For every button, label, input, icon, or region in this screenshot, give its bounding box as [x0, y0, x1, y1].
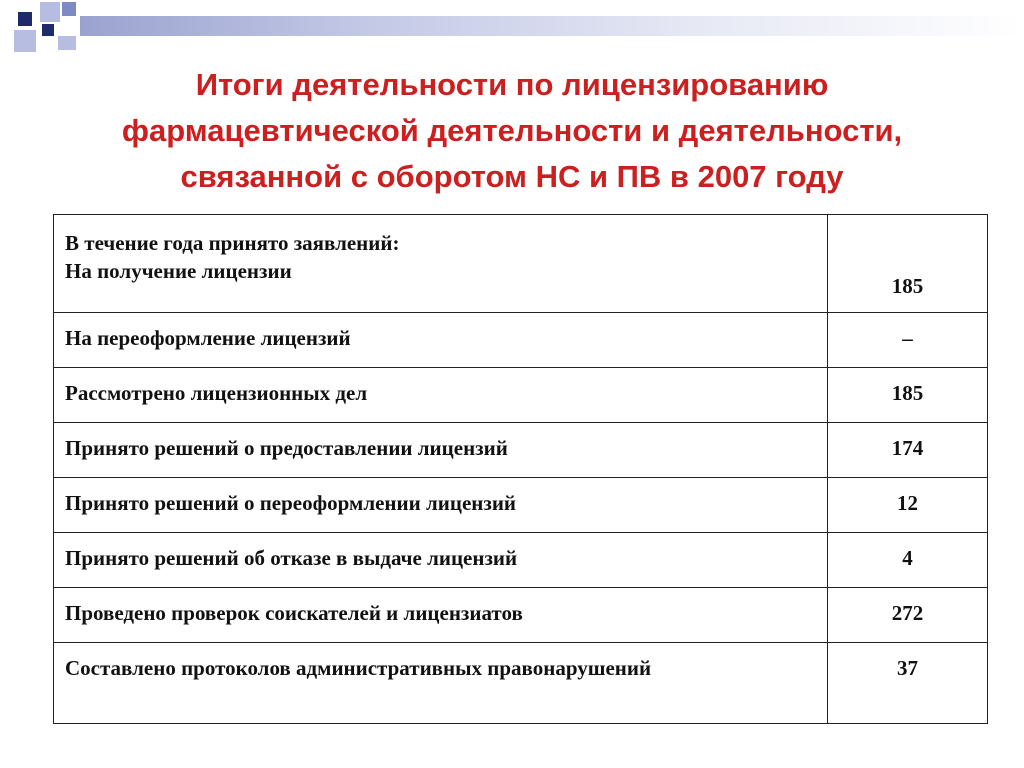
row-label: На переоформление лицензий: [54, 313, 828, 368]
row-value: 37: [828, 643, 988, 724]
licensing-results-table: [53, 214, 988, 724]
row-value: –: [828, 313, 988, 368]
table-row: [54, 533, 988, 588]
corner-square-mid-1: [62, 2, 76, 16]
row-label: Принято решений об отказе в выдаче лицензий: [54, 533, 828, 588]
row-value: 4: [828, 533, 988, 588]
corner-square-navy-1: [18, 12, 32, 26]
row-value: 174: [828, 423, 988, 478]
table-row: [54, 368, 988, 423]
table-row: [54, 313, 988, 368]
row-value: 12: [828, 478, 988, 533]
row-label: [54, 215, 828, 313]
page-title: [40, 62, 984, 200]
row-label-line-1: В течение года принято заявлений:: [65, 231, 400, 255]
table-row: [54, 423, 988, 478]
row-label-line-2: На получение лицензии: [65, 259, 292, 283]
row-label: Проведено проверок соискателей и лицензиатов: [54, 588, 828, 643]
row-value: 185: [828, 368, 988, 423]
table-row: [54, 643, 988, 724]
header-gradient-bar: [80, 16, 1024, 36]
row-label: Рассмотрено лицензионных дел: [54, 368, 828, 423]
corner-square-light-2: [14, 30, 36, 52]
table-row: [54, 588, 988, 643]
row-value: 185: [828, 215, 988, 313]
table-row: [54, 478, 988, 533]
title-line-2: фармацевтической деятельности и деятельности,: [121, 113, 903, 148]
table-row: [54, 215, 988, 313]
title-line-1: Итоги деятельности по лицензированию: [195, 67, 829, 102]
title-line-3: связанной с оборотом НС и ПВ в 2007 году: [180, 159, 844, 194]
row-value: 272: [828, 588, 988, 643]
row-label: Составлено протоколов административных правонарушений: [54, 643, 828, 724]
row-label: Принято решений о предоставлении лицензий: [54, 423, 828, 478]
corner-square-navy-2: [42, 24, 54, 36]
row-label: Принято решений о переоформлении лицензий: [54, 478, 828, 533]
corner-square-light-1: [40, 2, 60, 22]
corner-square-light-3: [58, 36, 76, 50]
